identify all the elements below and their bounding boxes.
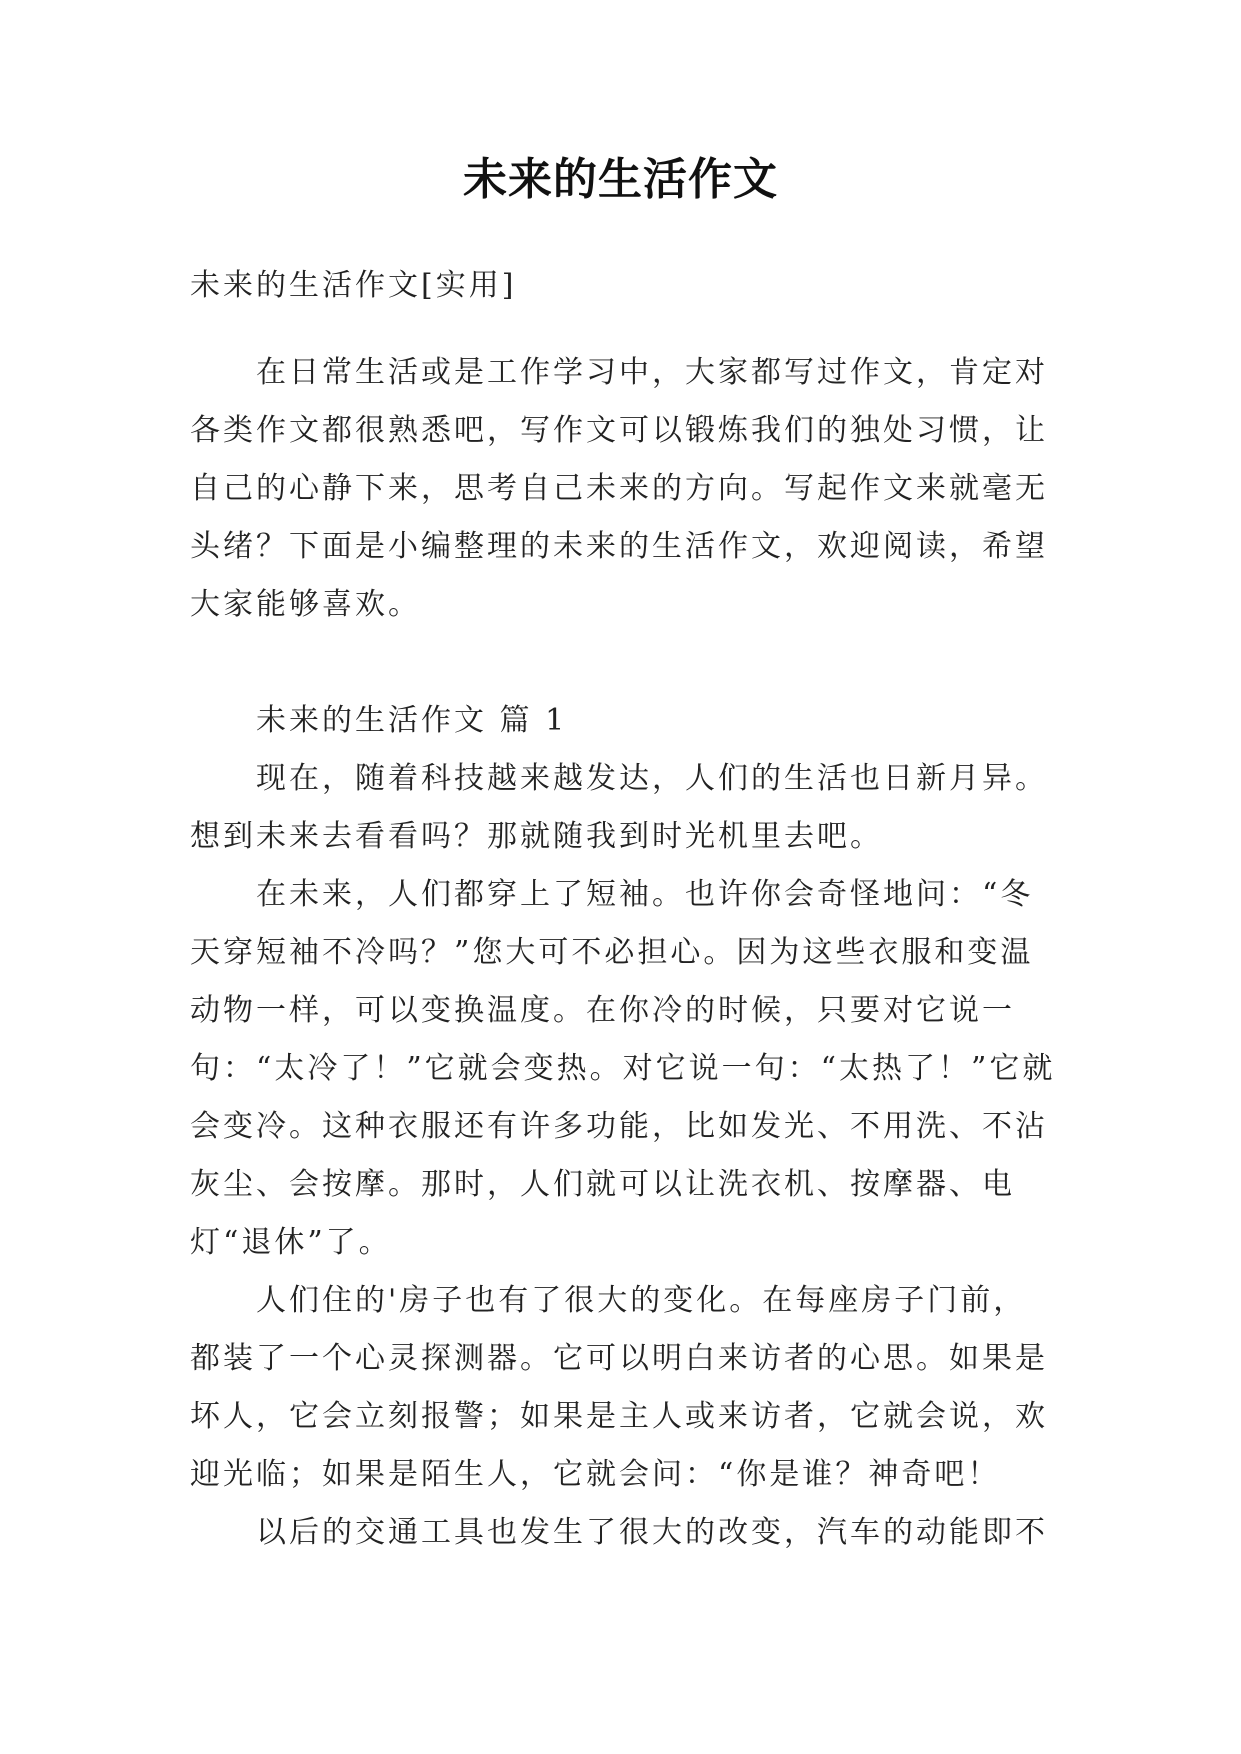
body-paragraph: 在未来，人们都穿上了短袖。也许你会奇怪地问：“冬天穿短袖不冷吗？”您大可不必担心。因为这些衣服和变温动物一样，可以变换温度。在你冷的时候，只要对它说一句：“太冷了！”它就会变热。对它说一句：“太热了！”它就会变冷。这种衣服还有许多功能，比如发光、不用洗、不沾灰尘、会按摩。那时，人们就可以让洗衣机、按摩器、电灯“退休”了。 [190, 877, 1056, 1260]
body-paragraph: 现在，随着科技越来越发达，人们的生活也日新月异。想到未来去看看吗？那就随我到时光机里去吧。 [190, 761, 1048, 854]
document-title: 未来的生活作文 [463, 154, 778, 205]
document-subtitle: 未来的生活作文[实用] [190, 268, 517, 303]
intro-paragraph: 在日常生活或是工作学习中，大家都写过作文，肯定对各类作文都很熟悉吧，写作文可以锻炼我们的独处习惯，让自己的心静下来，思考自己未来的方向。写起作文来就毫无头绪？下面是小编整理的未来的生活作文，欢迎阅读，希望大家能够喜欢。 [190, 355, 1048, 622]
body-paragraph: 以后的交通工具也发生了很大的改变，汽车的动能即不 [256, 1515, 1048, 1550]
body-paragraph: 人们住的'房子也有了很大的变化。在每座房子门前，都装了一个心灵探测器。它可以明白来访者的心思。如果是坏人，它会立刻报警；如果是主人或来访者，它就会说，欢迎光临；如果是陌生人，它就会问：“你是谁？神奇吧！ [190, 1283, 1048, 1492]
essay-section-1 [190, 692, 1058, 1562]
section-heading: 未来的生活作文 篇 1 [256, 703, 568, 738]
